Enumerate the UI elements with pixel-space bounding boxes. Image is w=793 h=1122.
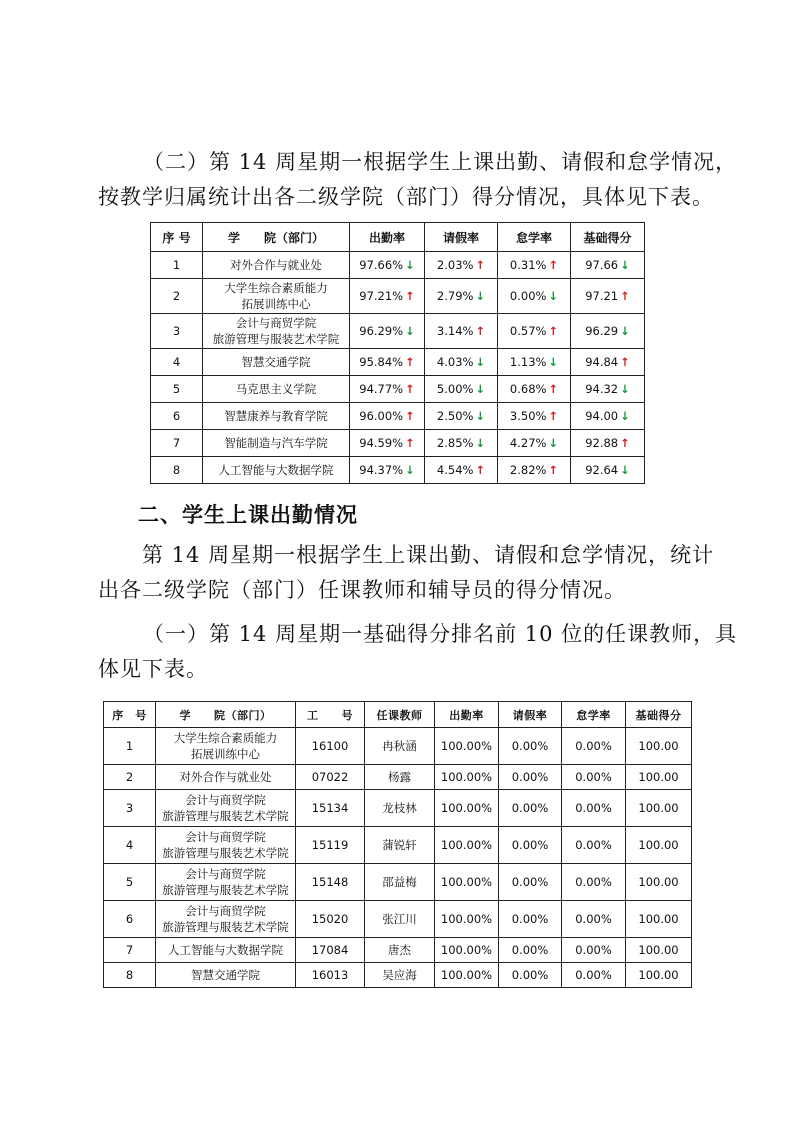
row-index: 7 xyxy=(151,430,203,457)
college-name-line: 马克思主义学院 xyxy=(235,382,317,396)
score-value: 97.21 xyxy=(585,289,619,303)
score-cell: 100.00 xyxy=(626,938,692,963)
table-row xyxy=(104,728,692,765)
teacher-cell: 唐杰 xyxy=(365,938,435,963)
attendance-value: 97.21% xyxy=(359,289,404,303)
college-cell xyxy=(203,349,350,376)
arrow-down-icon: ↓ xyxy=(475,355,486,369)
arrow-up-icon: ↑ xyxy=(475,324,486,338)
idle-value: 4.27% xyxy=(509,436,547,450)
leave-cell: 0.00% xyxy=(499,963,562,988)
staff-id-cell: 15134 xyxy=(296,790,365,827)
table-row xyxy=(151,376,645,403)
score-cell xyxy=(571,252,645,279)
teacher-cell: 蒲锐轩 xyxy=(365,827,435,864)
college-name-line: 人工智能与大数据学院 xyxy=(218,463,334,477)
arrow-down-icon: ↓ xyxy=(475,409,486,423)
staff-id-cell: 16013 xyxy=(296,963,365,988)
header-college: 学 院（部门） xyxy=(203,223,350,252)
header-index: 序 号 xyxy=(104,702,156,728)
college-cell xyxy=(203,457,350,484)
header-attendance: 出勤率 xyxy=(350,223,425,252)
idle-cell xyxy=(498,430,571,457)
header-staff-id: 工 号 xyxy=(296,702,365,728)
arrow-down-icon: ↓ xyxy=(405,258,415,272)
idle-cell xyxy=(498,314,571,349)
attendance-cell xyxy=(350,457,425,484)
table-row xyxy=(151,430,645,457)
college-name-line: 人工智能与大数据学院 xyxy=(168,943,283,957)
college-name-line: 会计与商贸学院 xyxy=(185,867,266,881)
arrow-down-icon: ↓ xyxy=(475,289,486,303)
leave-cell xyxy=(425,403,498,430)
leave-value: 5.00% xyxy=(436,382,474,396)
attendance-cell: 100.00% xyxy=(435,901,499,938)
leave-cell xyxy=(425,457,498,484)
row-index: 3 xyxy=(151,314,203,349)
table-row xyxy=(151,349,645,376)
idle-cell xyxy=(498,349,571,376)
college-cell xyxy=(203,430,350,457)
score-cell xyxy=(571,403,645,430)
table-header-row xyxy=(151,223,645,252)
row-index: 6 xyxy=(104,901,156,938)
header-index: 序 号 xyxy=(151,223,203,252)
college-name-line: 智慧康养与教育学院 xyxy=(224,409,328,423)
attendance-cell: 100.00% xyxy=(435,765,499,790)
leave-cell xyxy=(425,430,498,457)
arrow-up-icon: ↑ xyxy=(620,436,630,450)
idle-cell: 0.00% xyxy=(562,938,626,963)
attendance-cell xyxy=(350,430,425,457)
arrow-down-icon: ↓ xyxy=(475,436,486,450)
college-name-line: 大学生综合素质能力 xyxy=(224,281,328,295)
arrow-down-icon: ↓ xyxy=(620,382,630,396)
score-cell xyxy=(571,314,645,349)
arrow-up-icon: ↑ xyxy=(548,324,559,338)
header-teacher: 任课教师 xyxy=(365,702,435,728)
paragraph-3-line-1: （一）第 14 周星期一基础得分排名前 10 位的任课教师，具 xyxy=(143,622,738,646)
row-index: 6 xyxy=(151,403,203,430)
table-row xyxy=(151,252,645,279)
header-attendance: 出勤率 xyxy=(435,702,499,728)
college-name-line: 会计与商贸学院 xyxy=(185,830,266,844)
row-index: 8 xyxy=(104,963,156,988)
attendance-value: 94.77% xyxy=(359,382,404,396)
arrow-up-icon: ↑ xyxy=(548,409,559,423)
paragraph-2-line-1: 第 14 周星期一根据学生上课出勤、请假和怠学情况，统计 xyxy=(142,543,715,567)
row-index: 4 xyxy=(151,349,203,376)
college-name-line: 会计与商贸学院 xyxy=(185,793,266,807)
idle-value: 0.68% xyxy=(509,382,547,396)
attendance-value: 96.00% xyxy=(359,409,404,423)
idle-cell: 0.00% xyxy=(562,901,626,938)
leave-value: 2.85% xyxy=(436,436,474,450)
college-name-line: 旅游管理与服装艺术学院 xyxy=(162,883,289,897)
teacher-cell: 杨露 xyxy=(365,765,435,790)
arrow-up-icon: ↑ xyxy=(475,258,486,272)
arrow-up-icon: ↑ xyxy=(475,463,486,477)
attendance-cell xyxy=(350,252,425,279)
teacher-cell: 邵益梅 xyxy=(365,864,435,901)
attendance-cell: 100.00% xyxy=(435,963,499,988)
score-value: 92.88 xyxy=(585,436,619,450)
attendance-cell: 100.00% xyxy=(435,938,499,963)
idle-value: 2.82% xyxy=(509,463,547,477)
arrow-up-icon: ↑ xyxy=(548,258,559,272)
table-row xyxy=(151,279,645,314)
college-cell xyxy=(203,403,350,430)
idle-cell xyxy=(498,252,571,279)
leave-value: 3.14% xyxy=(436,324,474,338)
table-row xyxy=(104,963,692,988)
score-cell: 100.00 xyxy=(626,864,692,901)
teacher-score-table xyxy=(103,701,692,988)
idle-cell: 0.00% xyxy=(562,790,626,827)
score-value: 97.66 xyxy=(585,258,619,272)
college-name-line: 大学生综合素质能力 xyxy=(173,731,278,745)
arrow-down-icon: ↓ xyxy=(548,355,559,369)
leave-cell: 0.00% xyxy=(499,765,562,790)
college-cell xyxy=(156,728,296,765)
arrow-up-icon: ↑ xyxy=(548,463,559,477)
college-score-table xyxy=(150,222,645,484)
leave-cell xyxy=(425,314,498,349)
attendance-value: 94.37% xyxy=(359,463,404,477)
attendance-value: 97.66% xyxy=(359,258,404,272)
idle-value: 3.50% xyxy=(509,409,547,423)
arrow-up-icon: ↑ xyxy=(405,436,415,450)
college-name-line: 智慧交通学院 xyxy=(241,355,311,369)
arrow-up-icon: ↑ xyxy=(620,289,630,303)
college-cell xyxy=(203,376,350,403)
row-index: 4 xyxy=(104,827,156,864)
leave-cell xyxy=(425,279,498,314)
arrow-down-icon: ↓ xyxy=(548,289,559,303)
idle-cell: 0.00% xyxy=(562,765,626,790)
idle-value: 0.57% xyxy=(509,324,547,338)
attendance-cell: 100.00% xyxy=(435,864,499,901)
leave-cell xyxy=(425,376,498,403)
staff-id-cell: 16100 xyxy=(296,728,365,765)
attendance-value: 94.59% xyxy=(359,436,404,450)
college-cell xyxy=(156,765,296,790)
score-value: 94.84 xyxy=(585,355,619,369)
header-score: 基础得分 xyxy=(571,223,645,252)
arrow-down-icon: ↓ xyxy=(475,382,486,396)
table-row xyxy=(151,457,645,484)
leave-cell: 0.00% xyxy=(499,901,562,938)
score-cell: 100.00 xyxy=(626,728,692,765)
arrow-up-icon: ↑ xyxy=(405,289,415,303)
college-cell xyxy=(156,864,296,901)
leave-cell xyxy=(425,349,498,376)
college-name-line: 旅游管理与服装艺术学院 xyxy=(212,332,340,346)
arrow-down-icon: ↓ xyxy=(620,409,630,423)
staff-id-cell: 15119 xyxy=(296,827,365,864)
header-score: 基础得分 xyxy=(626,702,692,728)
row-index: 7 xyxy=(104,938,156,963)
teacher-cell: 冉秋涵 xyxy=(365,728,435,765)
arrow-up-icon: ↑ xyxy=(405,382,415,396)
leave-cell: 0.00% xyxy=(499,938,562,963)
college-name-line: 拓展训练中心 xyxy=(191,747,260,761)
idle-cell: 0.00% xyxy=(562,728,626,765)
teacher-cell: 龙枝林 xyxy=(365,790,435,827)
college-name-line: 会计与商贸学院 xyxy=(235,316,317,330)
college-cell xyxy=(156,938,296,963)
score-cell xyxy=(571,279,645,314)
college-cell xyxy=(156,827,296,864)
score-value: 94.00 xyxy=(585,409,619,423)
college-name-line: 会计与商贸学院 xyxy=(185,904,266,918)
leave-cell xyxy=(425,252,498,279)
attendance-cell xyxy=(350,349,425,376)
paragraph-1-line-1: （二）第 14 周星期一根据学生上课出勤、请假和怠学情况， xyxy=(143,150,738,174)
arrow-down-icon: ↓ xyxy=(620,258,630,272)
idle-cell xyxy=(498,376,571,403)
college-name-line: 旅游管理与服装艺术学院 xyxy=(162,920,289,934)
idle-value: 1.13% xyxy=(509,355,547,369)
attendance-cell: 100.00% xyxy=(435,790,499,827)
table-row xyxy=(104,790,692,827)
table-row xyxy=(104,765,692,790)
score-value: 94.32 xyxy=(585,382,619,396)
table-row xyxy=(104,864,692,901)
score-cell: 100.00 xyxy=(626,790,692,827)
college-name-line: 智慧交通学院 xyxy=(191,968,260,982)
score-cell: 100.00 xyxy=(626,963,692,988)
paragraph-1-line-2: 按教学归属统计出各二级学院（部门）得分情况，具体见下表。 xyxy=(98,185,714,209)
college-name-line: 智能制造与汽车学院 xyxy=(224,436,328,450)
table-header-row xyxy=(104,702,692,728)
arrow-up-icon: ↑ xyxy=(405,409,415,423)
row-index: 2 xyxy=(151,279,203,314)
score-value: 96.29 xyxy=(585,324,619,338)
attendance-cell: 100.00% xyxy=(435,827,499,864)
idle-cell: 0.00% xyxy=(562,864,626,901)
score-cell xyxy=(571,376,645,403)
score-cell: 100.00 xyxy=(626,901,692,938)
college-cell xyxy=(203,252,350,279)
idle-cell xyxy=(498,457,571,484)
table-row xyxy=(104,827,692,864)
table-row xyxy=(151,314,645,349)
arrow-down-icon: ↓ xyxy=(405,324,415,338)
row-index: 8 xyxy=(151,457,203,484)
teacher-cell: 吴应海 xyxy=(365,963,435,988)
score-cell xyxy=(571,349,645,376)
attendance-value: 95.84% xyxy=(359,355,404,369)
score-cell xyxy=(571,457,645,484)
header-college: 学 院（部门） xyxy=(156,702,296,728)
leave-value: 2.50% xyxy=(436,409,474,423)
college-name-line: 对外合作与就业处 xyxy=(179,770,272,784)
idle-cell: 0.00% xyxy=(562,827,626,864)
idle-cell xyxy=(498,279,571,314)
row-index: 1 xyxy=(151,252,203,279)
table-row xyxy=(104,938,692,963)
header-idle: 怠学率 xyxy=(498,223,571,252)
score-cell: 100.00 xyxy=(626,765,692,790)
staff-id-cell: 17084 xyxy=(296,938,365,963)
arrow-down-icon: ↓ xyxy=(620,324,630,338)
idle-cell xyxy=(498,403,571,430)
college-cell xyxy=(156,901,296,938)
college-name-line: 拓展训练中心 xyxy=(241,297,311,311)
attendance-cell: 100.00% xyxy=(435,728,499,765)
staff-id-cell: 07022 xyxy=(296,765,365,790)
staff-id-cell: 15020 xyxy=(296,901,365,938)
attendance-cell xyxy=(350,376,425,403)
score-cell xyxy=(571,430,645,457)
attendance-cell xyxy=(350,314,425,349)
row-index: 5 xyxy=(151,376,203,403)
paragraph-3-line-2: 体见下表。 xyxy=(98,657,208,681)
arrow-up-icon: ↑ xyxy=(620,355,630,369)
college-name-line: 对外合作与就业处 xyxy=(230,258,322,272)
leave-cell: 0.00% xyxy=(499,790,562,827)
college-name-line: 旅游管理与服装艺术学院 xyxy=(162,809,289,823)
college-cell xyxy=(203,279,350,314)
header-leave: 请假率 xyxy=(425,223,498,252)
leave-value: 2.79% xyxy=(436,289,474,303)
row-index: 3 xyxy=(104,790,156,827)
leave-value: 2.03% xyxy=(436,258,474,272)
college-cell xyxy=(203,314,350,349)
score-cell: 100.00 xyxy=(626,827,692,864)
attendance-value: 96.29% xyxy=(359,324,404,338)
arrow-up-icon: ↑ xyxy=(548,382,559,396)
row-index: 1 xyxy=(104,728,156,765)
table-row xyxy=(104,901,692,938)
staff-id-cell: 15148 xyxy=(296,864,365,901)
header-idle: 怠学率 xyxy=(562,702,626,728)
college-cell xyxy=(156,963,296,988)
leave-value: 4.54% xyxy=(436,463,474,477)
leave-cell: 0.00% xyxy=(499,827,562,864)
attendance-cell xyxy=(350,279,425,314)
section-heading: 二、学生上课出勤情况 xyxy=(138,503,358,527)
idle-value: 0.00% xyxy=(509,289,547,303)
college-name-line: 旅游管理与服装艺术学院 xyxy=(162,846,289,860)
college-cell xyxy=(156,790,296,827)
leave-cell: 0.00% xyxy=(499,728,562,765)
leave-value: 4.03% xyxy=(436,355,474,369)
idle-cell: 0.00% xyxy=(562,963,626,988)
score-value: 92.64 xyxy=(585,463,619,477)
idle-value: 0.31% xyxy=(509,258,547,272)
arrow-down-icon: ↓ xyxy=(620,463,630,477)
arrow-down-icon: ↓ xyxy=(548,436,559,450)
table-row xyxy=(151,403,645,430)
arrow-down-icon: ↓ xyxy=(405,463,415,477)
arrow-up-icon: ↑ xyxy=(405,355,415,369)
leave-cell: 0.00% xyxy=(499,864,562,901)
header-leave: 请假率 xyxy=(499,702,562,728)
paragraph-2-line-2: 出各二级学院（部门）任课教师和辅导员的得分情况。 xyxy=(98,578,626,602)
row-index: 2 xyxy=(104,765,156,790)
row-index: 5 xyxy=(104,864,156,901)
teacher-cell: 张江川 xyxy=(365,901,435,938)
attendance-cell xyxy=(350,403,425,430)
